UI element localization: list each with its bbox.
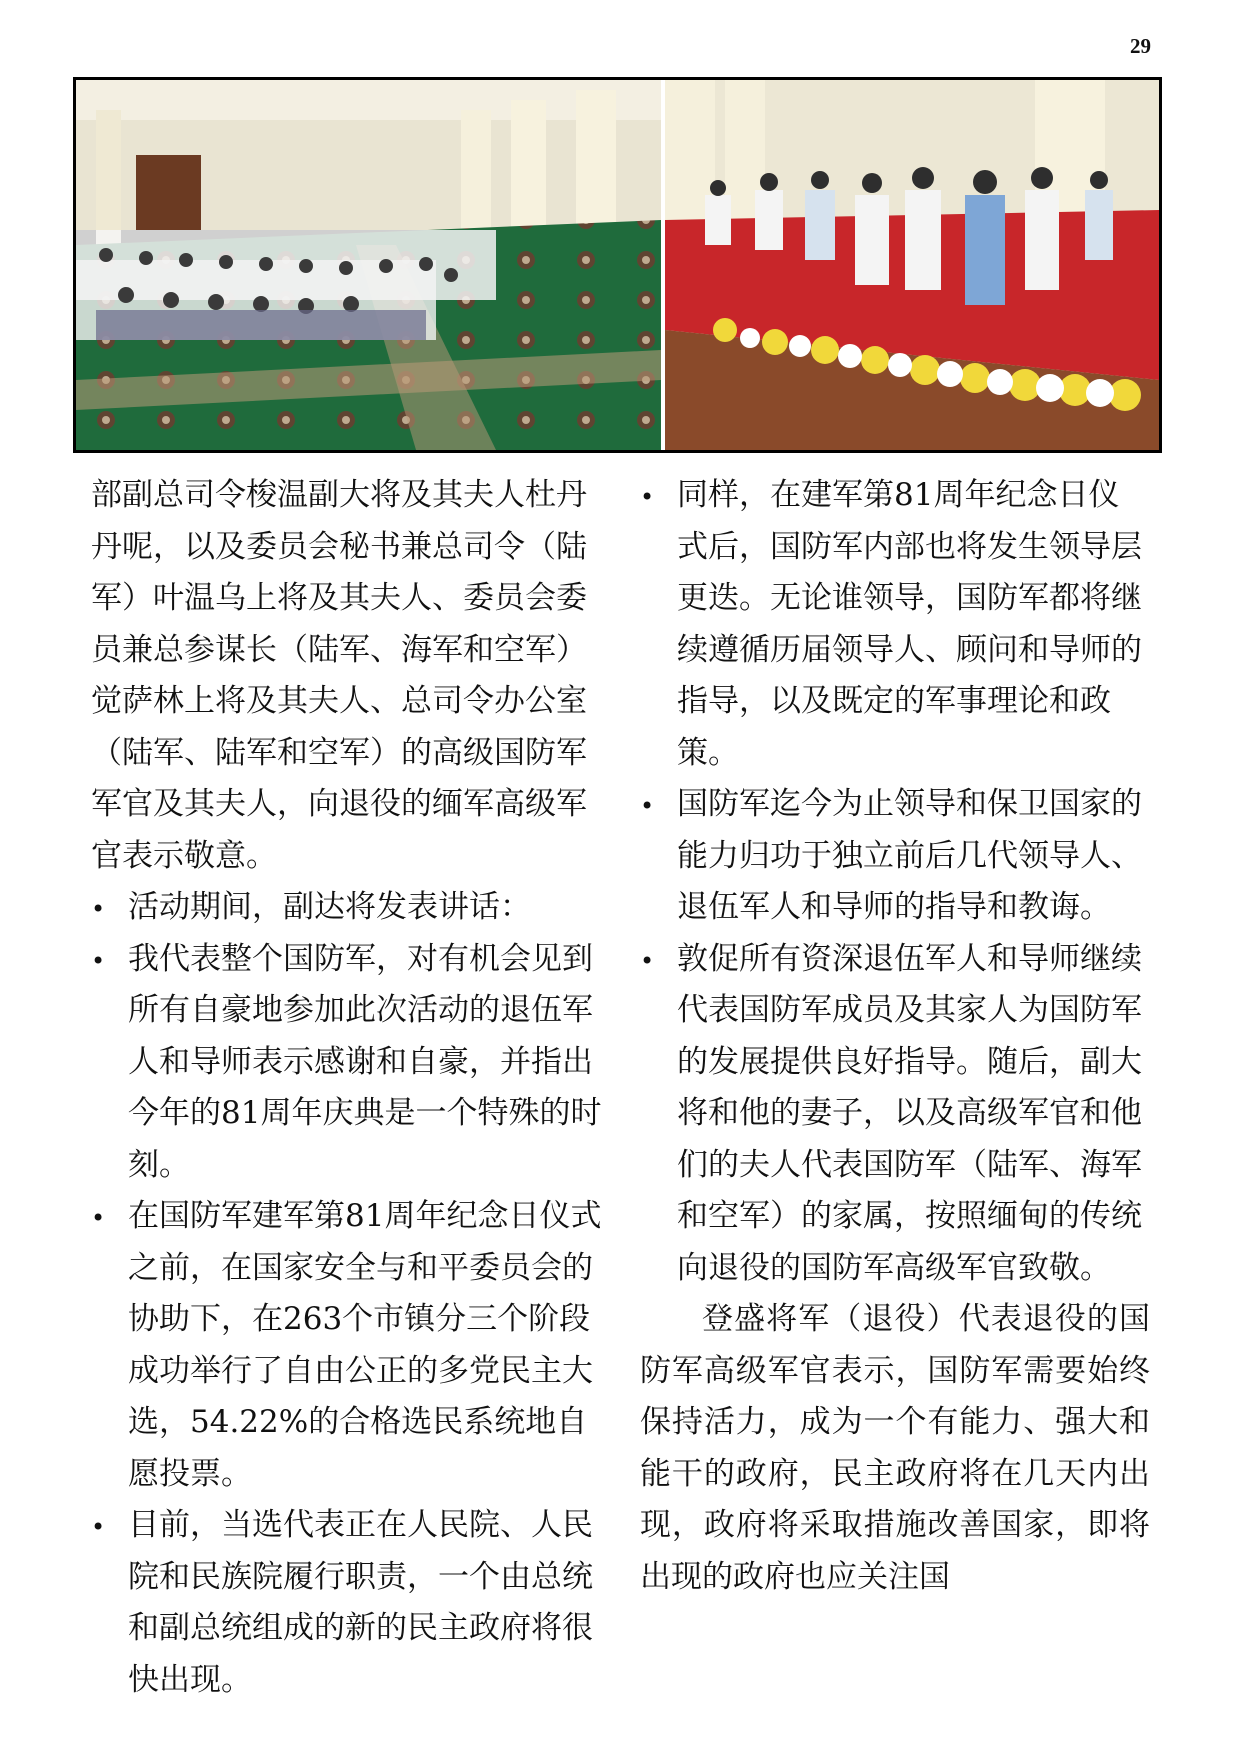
list-item: • 在国防军建军第81周年纪念日仪式之前，在国家安全与和平委员会的协助下，在263个市镇分三个阶段成功举行了自由公正的多党民主大选，54.22%的合格选民系统地自愿投票。: [91, 1191, 611, 1500]
lead-paragraph: 部副总司令梭温副大将及其夫人杜丹丹呢，以及委员会秘书兼总司令（陆军）叶温乌上将及其夫人、委员会委员兼总参谋长（陆军、海军和空军）觉萨林上将及其夫人、总司令办公室（陆军、陆军和空军）的高级国防军军官及其夫人，向退役的缅军高级军官表示敬意。: [91, 477, 587, 874]
list-item: • 目前，当选代表正在人民院、人民院和民族院履行职责，一个由总统和副总统组成的新的民主政府将很快出现。: [91, 1500, 611, 1706]
right-column: [640, 470, 1150, 1603]
page-number: 29: [1130, 34, 1151, 58]
right-bullet-list: [640, 470, 1150, 1294]
list-item: • 敦促所有资深退伍军人和导师继续代表国防军成员及其家人为国防军的发展提供良好指导。随后，副大将和他的妻子，以及高级军官和他们的夫人代表国防军（陆军、海军和空军）的家属，按照缅甸的传统向退役的国防军高级军官致敬。: [640, 934, 1150, 1295]
list-item: • 我代表整个国防军，对有机会见到所有自豪地参加此次活动的退伍军人和导师表示感谢和自豪，并指出今年的81周年庆典是一个特殊的时刻。: [91, 934, 611, 1192]
left-bullet-list: [91, 882, 611, 1706]
list-item: • 国防军迄今为止领导和保卫国家的能力归功于独立前后几代领导人、退伍军人和导师的指导和教诲。: [640, 779, 1150, 934]
body-paragraph: 登盛将军（退役）代表退役的国防军高级军官表示，国防军需要始终保持活力，成为一个有能力、强大和能干的政府，民主政府将在几天内出现，政府将采取措施改善国家，即将出现的政府也应关注国: [640, 1301, 1150, 1595]
stage-officials-photo: [665, 80, 1159, 450]
hall-ceremony-photo: [76, 80, 665, 450]
list-item: • 同样，在建军第81周年纪念日仪式后，国防军内部也将发生领导层更迭。无论谁领导，国防军都将继续遵循历届领导人、顾问和导师的指导，以及既定的军事理论和政策。: [640, 470, 1150, 779]
photo-frame: [73, 77, 1162, 453]
left-column: [91, 470, 611, 1706]
list-item: • 活动期间，副达将发表讲话：: [91, 882, 611, 934]
